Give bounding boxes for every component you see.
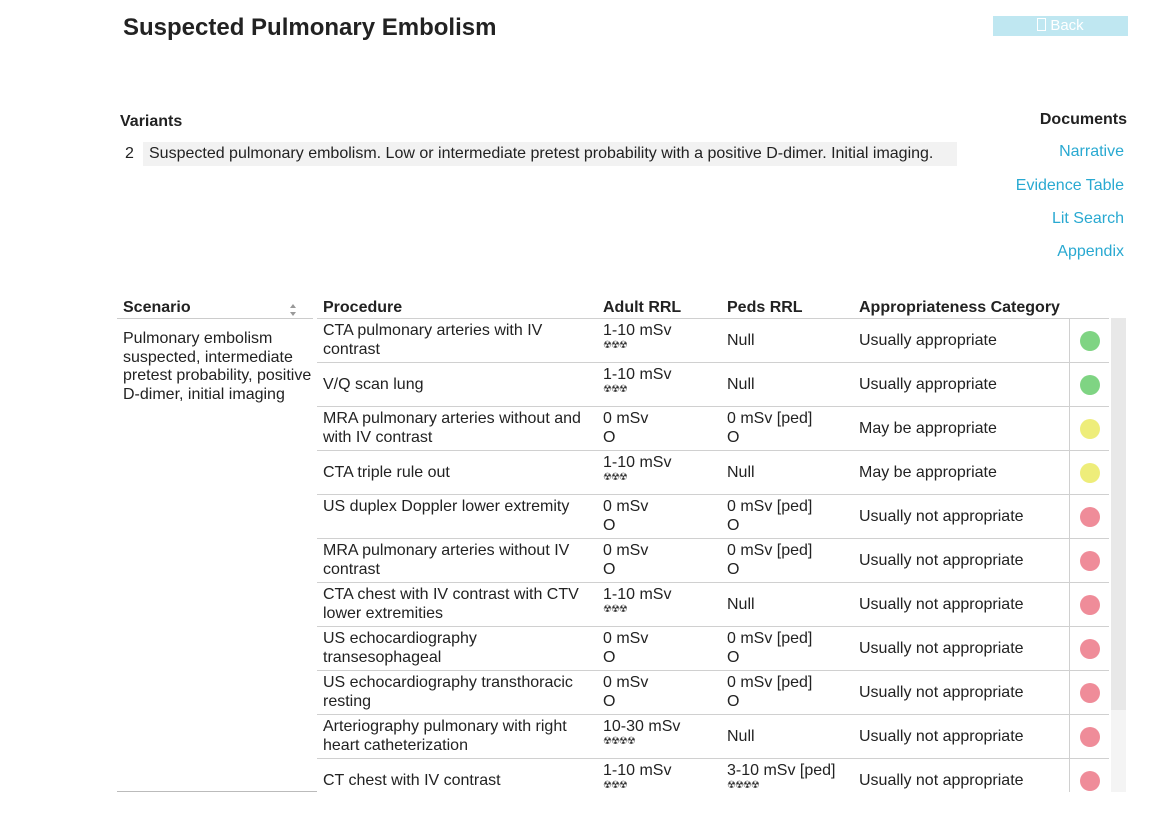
back-button[interactable] bbox=[993, 16, 1128, 36]
peds-rrl-cell bbox=[727, 727, 755, 746]
radiation-icon: O bbox=[603, 693, 616, 710]
procedure-cell: CT chest with IV contrast bbox=[323, 772, 501, 789]
narrative-link[interactable]: Narrative bbox=[1059, 143, 1124, 160]
adult-rrl-cell bbox=[603, 409, 648, 447]
peds-dose: Null bbox=[727, 728, 755, 745]
category-cell: Usually not appropriate bbox=[859, 728, 1024, 745]
table-row[interactable] bbox=[317, 451, 1109, 495]
adult-dose: 1-10 mSv bbox=[603, 762, 672, 779]
adult-dose: 1-10 mSv bbox=[603, 586, 672, 603]
adult-rrl-cell bbox=[603, 761, 671, 792]
adult-dose: 0 mSv bbox=[603, 630, 649, 647]
scenario-text: Pulmonary embolism suspected, intermediate pretest probability, positive D-dimer, initial imaging bbox=[123, 330, 312, 403]
radiation-icon: ☢☢☢ bbox=[603, 780, 627, 791]
documents-heading: Documents bbox=[1039, 111, 1127, 128]
back-label: Back bbox=[1050, 17, 1084, 34]
peds-dose: Null bbox=[727, 332, 755, 349]
peds-dose: 0 mSv [ped] bbox=[727, 410, 813, 427]
table-row[interactable] bbox=[317, 671, 1109, 715]
evidence-table-link[interactable]: Evidence Table bbox=[1015, 177, 1124, 194]
procedure-cell: CTA pulmonary arteries with IV contrast bbox=[323, 322, 543, 358]
table-bottom-border bbox=[117, 791, 317, 792]
radiation-icon: O bbox=[603, 517, 616, 534]
category-cell: May be appropriate bbox=[859, 420, 997, 437]
category-indicator-cell bbox=[1069, 451, 1110, 494]
sort-icon[interactable] bbox=[290, 304, 296, 316]
procedure-cell: Arteriography pulmonary with right heart catheterization bbox=[323, 718, 567, 754]
variant-item[interactable]: Suspected pulmonary embolism. Low or intermediate pretest probability with a positive D-dimer. Initial imaging. bbox=[143, 142, 957, 166]
table-row[interactable] bbox=[317, 495, 1109, 539]
category-indicator-cell bbox=[1069, 627, 1110, 670]
peds-dose: Null bbox=[727, 596, 755, 613]
category-indicator-cell bbox=[1069, 363, 1110, 406]
category-cell: Usually not appropriate bbox=[859, 552, 1024, 569]
status-dot-icon bbox=[1080, 727, 1100, 747]
header-divider bbox=[117, 318, 313, 319]
radiation-icon: ☢☢☢ bbox=[603, 340, 627, 351]
status-dot-icon bbox=[1080, 771, 1100, 791]
status-dot-icon bbox=[1080, 375, 1100, 395]
table-row[interactable] bbox=[317, 627, 1109, 671]
table-row[interactable] bbox=[317, 715, 1109, 759]
adult-rrl-cell bbox=[603, 453, 671, 484]
procedure-cell: US duplex Doppler lower extremity bbox=[323, 498, 570, 515]
radiation-icon: ☢☢☢ bbox=[603, 472, 627, 483]
peds-dose: 0 mSv [ped] bbox=[727, 498, 813, 515]
radiation-icon: O bbox=[603, 429, 616, 446]
adult-dose: 0 mSv bbox=[603, 410, 649, 427]
adult-rrl-cell bbox=[603, 497, 648, 535]
adult-dose: 10-30 mSv bbox=[603, 718, 681, 735]
table-row[interactable] bbox=[317, 583, 1109, 627]
peds-rrl-cell bbox=[727, 629, 812, 667]
radiation-icon: O bbox=[727, 517, 740, 534]
status-dot-icon bbox=[1080, 463, 1100, 483]
procedure-cell: CTA chest with IV contrast with CTV lower extremities bbox=[323, 586, 579, 622]
procedure-cell: MRA pulmonary arteries without IV contrast bbox=[323, 542, 570, 578]
peds-rrl-cell bbox=[727, 331, 755, 350]
category-indicator-cell bbox=[1069, 539, 1110, 582]
procedures-table bbox=[117, 297, 1128, 792]
category-indicator-cell bbox=[1069, 495, 1110, 538]
status-dot-icon bbox=[1080, 639, 1100, 659]
procedure-header: Procedure bbox=[323, 299, 403, 316]
status-dot-icon bbox=[1080, 419, 1100, 439]
table-row[interactable] bbox=[317, 363, 1109, 407]
peds-rrl-header: Peds RRL bbox=[727, 299, 803, 316]
category-cell: Usually not appropriate bbox=[859, 684, 1024, 701]
peds-dose: Null bbox=[727, 376, 755, 393]
table-body[interactable] bbox=[317, 318, 1109, 792]
status-dot-icon bbox=[1080, 331, 1100, 351]
peds-rrl-cell bbox=[727, 541, 812, 579]
category-indicator-cell bbox=[1069, 319, 1110, 362]
category-indicator-cell bbox=[1069, 759, 1110, 792]
peds-dose: 0 mSv [ped] bbox=[727, 542, 813, 559]
variant-number: 2 bbox=[125, 145, 134, 162]
peds-rrl-cell bbox=[727, 595, 755, 614]
adult-rrl-cell bbox=[603, 673, 648, 711]
table-row[interactable] bbox=[317, 318, 1109, 363]
radiation-icon: ☢☢☢☢ bbox=[603, 736, 635, 747]
variants-heading: Variants bbox=[120, 113, 183, 130]
category-cell: Usually not appropriate bbox=[859, 772, 1024, 789]
category-indicator-cell bbox=[1069, 583, 1110, 626]
adult-dose: 0 mSv bbox=[603, 674, 649, 691]
radiation-icon: O bbox=[727, 429, 740, 446]
adult-dose: 0 mSv bbox=[603, 498, 649, 515]
peds-rrl-cell bbox=[727, 673, 812, 711]
radiation-icon: O bbox=[727, 561, 740, 578]
category-cell: Usually not appropriate bbox=[859, 508, 1024, 525]
radiation-icon: ☢☢☢☢ bbox=[727, 780, 759, 791]
adult-rrl-cell bbox=[603, 629, 648, 667]
back-icon bbox=[1037, 18, 1046, 31]
table-rows bbox=[317, 318, 1109, 792]
table-row[interactable] bbox=[317, 407, 1109, 451]
category-cell: May be appropriate bbox=[859, 464, 997, 481]
peds-rrl-cell bbox=[727, 409, 812, 447]
category-cell: Usually appropriate bbox=[859, 376, 997, 393]
adult-rrl-cell bbox=[603, 585, 671, 616]
category-cell: Usually appropriate bbox=[859, 332, 997, 349]
procedure-cell: US echocardiography transesophageal bbox=[323, 630, 477, 666]
adult-dose: 1-10 mSv bbox=[603, 366, 672, 383]
appendix-link[interactable]: Appendix bbox=[1057, 243, 1124, 260]
peds-dose: 3-10 mSv [ped] bbox=[727, 762, 836, 779]
adult-rrl-cell bbox=[603, 321, 671, 352]
status-dot-icon bbox=[1080, 683, 1100, 703]
category-indicator-cell bbox=[1069, 407, 1110, 450]
peds-rrl-cell bbox=[727, 497, 812, 535]
scenario-header[interactable]: Scenario bbox=[123, 299, 191, 316]
adult-rrl-cell bbox=[603, 541, 648, 579]
appropriateness-header: Appropriateness Category bbox=[859, 299, 1060, 316]
lit-search-link[interactable]: Lit Search bbox=[1051, 210, 1124, 227]
peds-rrl-cell bbox=[727, 463, 755, 482]
peds-rrl-cell bbox=[727, 375, 755, 394]
radiation-icon: O bbox=[727, 693, 740, 710]
radiation-icon: ☢☢☢ bbox=[603, 604, 627, 615]
radiation-icon: ☢☢☢ bbox=[603, 384, 627, 395]
peds-dose: 0 mSv [ped] bbox=[727, 630, 813, 647]
procedure-cell: US echocardiography transthoracic resting bbox=[323, 674, 573, 710]
status-dot-icon bbox=[1080, 595, 1100, 615]
table-scrollbar-thumb[interactable] bbox=[1111, 318, 1126, 710]
category-indicator-cell bbox=[1069, 671, 1110, 714]
procedure-cell: MRA pulmonary arteries without and with IV contrast bbox=[323, 410, 581, 446]
status-dot-icon bbox=[1080, 507, 1100, 527]
radiation-icon: O bbox=[727, 649, 740, 666]
peds-rrl-cell bbox=[727, 761, 836, 792]
adult-dose: 0 mSv bbox=[603, 542, 649, 559]
table-row[interactable] bbox=[317, 539, 1109, 583]
category-cell: Usually not appropriate bbox=[859, 596, 1024, 613]
category-indicator-cell bbox=[1069, 715, 1110, 758]
category-cell: Usually not appropriate bbox=[859, 640, 1024, 657]
table-row[interactable] bbox=[317, 759, 1109, 792]
procedure-cell: CTA triple rule out bbox=[323, 464, 450, 481]
page-title: Suspected Pulmonary Embolism bbox=[123, 14, 497, 41]
radiation-icon: O bbox=[603, 561, 616, 578]
adult-rrl-cell bbox=[603, 365, 671, 396]
peds-dose: Null bbox=[727, 464, 755, 481]
adult-dose: 1-10 mSv bbox=[603, 454, 672, 471]
adult-rrl-header: Adult RRL bbox=[603, 299, 682, 316]
status-dot-icon bbox=[1080, 551, 1100, 571]
adult-rrl-cell bbox=[603, 717, 680, 748]
peds-dose: 0 mSv [ped] bbox=[727, 674, 813, 691]
radiation-icon: O bbox=[603, 649, 616, 666]
adult-dose: 1-10 mSv bbox=[603, 322, 672, 339]
procedure-cell: V/Q scan lung bbox=[323, 376, 424, 393]
